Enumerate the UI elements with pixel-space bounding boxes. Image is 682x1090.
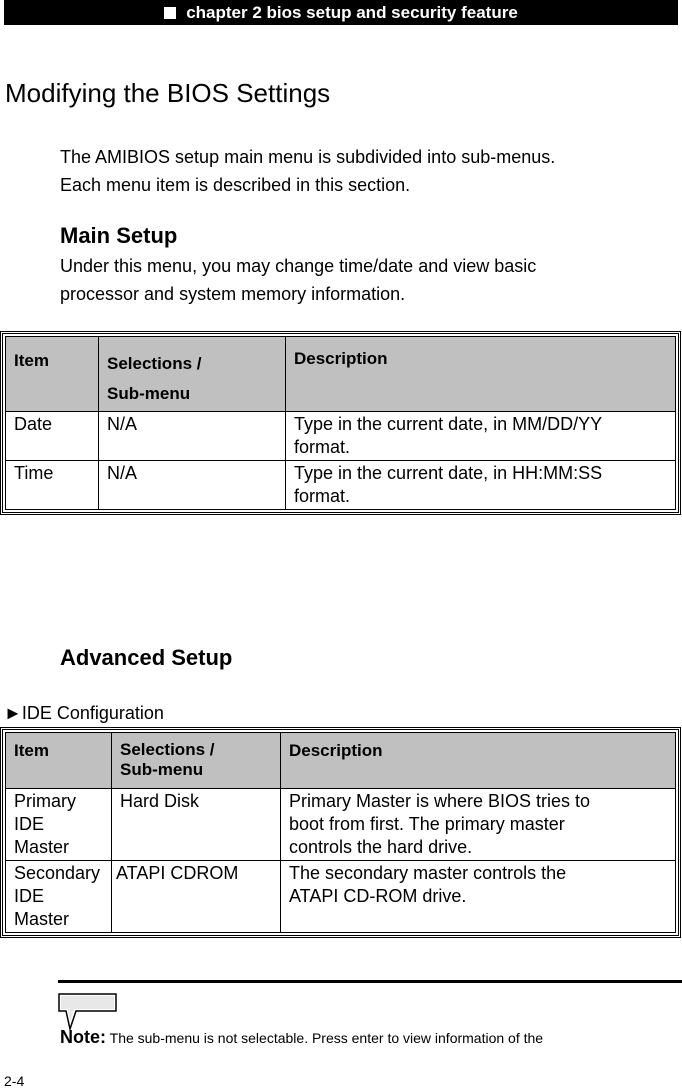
row-description: Primary Master is where BIOS tries to boot from first. The primary master controls the hard drive.	[281, 789, 676, 861]
main-setup-heading: Main Setup	[60, 223, 178, 248]
intro-line-2: Each menu item is described in this section.	[60, 175, 411, 195]
row-item: Time	[6, 461, 99, 510]
chapter-title: chapter 2 bios setup and security feature	[186, 3, 518, 22]
square-bullet-icon	[164, 7, 176, 19]
table-row	[6, 412, 676, 461]
row-item: Primary IDE Master	[6, 789, 112, 861]
note-divider	[58, 980, 682, 983]
main-setup-desc-2: processor and system memory information.	[60, 284, 406, 304]
table-row	[6, 789, 676, 861]
intro-line-1: The AMIBIOS setup main menu is subdivided into sub-menus.	[60, 147, 556, 167]
col-item-header: Item	[6, 733, 112, 789]
chapter-header	[4, 0, 678, 25]
row-description: The secondary master controls the ATAPI CD-ROM drive.	[281, 861, 676, 933]
note-label: Note:	[60, 1027, 106, 1047]
col-selections-header: Selections / Sub-menu	[99, 337, 286, 412]
ide-config-table	[0, 727, 681, 938]
ide-config-subheading: ►IDE Configuration	[4, 703, 164, 723]
page-heading: Modifying the BIOS Settings	[5, 78, 331, 108]
row-selection: N/A	[99, 412, 286, 461]
note-body: The sub-menu is not selectable. Press enter to view information of the	[106, 1030, 544, 1046]
col-description-header: Description	[286, 337, 676, 412]
page-number: 2-4	[4, 1073, 25, 1089]
table-row	[6, 861, 676, 933]
main-setup-table	[0, 331, 681, 515]
col-selections-header: Selections / Sub-menu	[112, 733, 281, 789]
row-selection: N/A	[99, 461, 286, 510]
advanced-setup-heading: Advanced Setup	[60, 645, 233, 670]
row-item: Secondary IDE Master	[6, 861, 112, 933]
main-setup-desc-1: Under this menu, you may change time/date and view basic	[60, 256, 537, 276]
row-description: Type in the current date, in HH:MM:SS format.	[286, 461, 676, 510]
row-description: Type in the current date, in MM/DD/YY format.	[286, 412, 676, 461]
table-row	[6, 461, 676, 510]
row-item: Date	[6, 412, 99, 461]
row-selection: ATAPI CDROM	[112, 861, 281, 933]
col-item-header: Item	[6, 337, 99, 412]
col-description-header: Description	[281, 733, 676, 789]
note-text	[60, 1027, 543, 1048]
row-selection: Hard Disk	[112, 789, 281, 861]
